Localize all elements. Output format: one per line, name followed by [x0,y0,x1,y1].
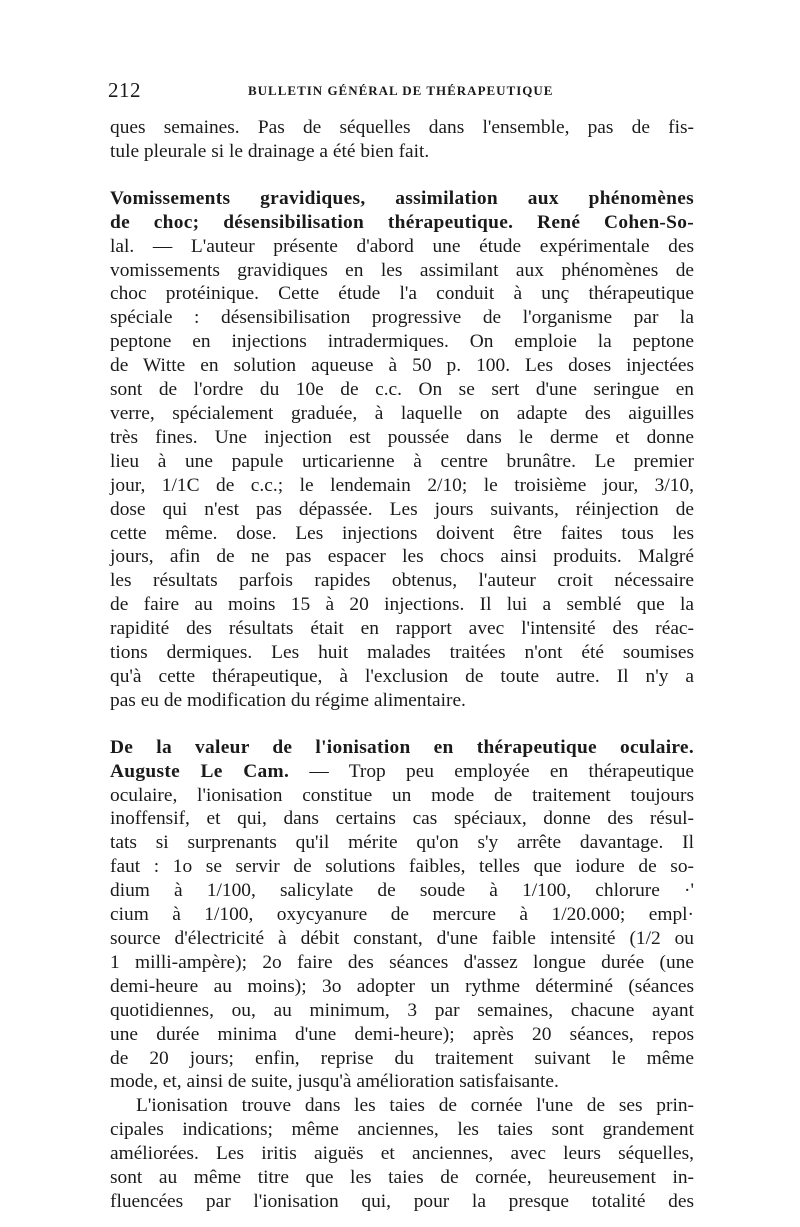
text-line: cium à 1/100, oxycyanure de mercure à 1/20.000; empl· [110,904,694,926]
text-line: sont de l'ordre du 10e de c.c. On se sert d'une seringue en [110,379,694,401]
text-line: tule pleurale si le drainage a été bien fait. [110,140,430,162]
text-line: quotidiennes, ou, au minimum, 3 par semaines, chacune ayant [110,999,694,1021]
running-title: BULLETIN GÉNÉRAL DE THÉRAPEUTIQUE [248,83,554,98]
text-line [110,760,694,784]
text-line: jours, afin de ne pas espacer les chocs ainsi produits. Malgré [110,546,694,568]
continued-paragraph [110,116,694,164]
text-line: sont au même titre que les taies de cornée, heureusement in- [110,1167,694,1189]
page-number: 212 [108,78,141,102]
text-line: lieu à une papule urticarienne à centre brunâtre. Le premier [110,450,694,472]
text-line: choc protéinique. Cette étude l'a conduit à unç thérapeutique [110,283,694,305]
text-line: cipales indications; même anciennes, les taies sont grandement [110,1119,694,1141]
abstract-ionisation [110,736,694,1214]
text-line: tats si surprenants qu'il mérite qu'on s'y arrête davantage. Il [110,832,694,854]
text-line: une durée minima d'une demi-heure); après 20 séances, repos [110,1023,694,1045]
text-line: vomissements gravidiques en les assimilant aux phénomènes de [110,259,694,281]
text-line: lal. — L'auteur présente d'abord une étude expérimentale des [110,235,694,257]
text-line: peptone en injections intradermiques. On emploie la peptone [110,331,694,353]
text-line: pas eu de modification du régime alimentaire. [110,689,466,711]
abstract-vomissements [110,187,694,713]
text-line: dium à 1/100, salicylate de soude à 1/100, chlorure ·' [110,880,694,902]
page-header [108,78,693,104]
text-line: cette même. dose. Les injections doivent être faites tous les [110,522,694,544]
text-line: rapidité des résultats était en rapport avec l'intensité des réac- [110,618,694,640]
text-line: jour, 1/1C de c.c.; le lendemain 2/10; le troisième jour, 3/10, [110,474,694,496]
text-line: les résultats parfois rapides obtenus, l'auteur croit nécessaire [110,570,694,592]
text-line: de Witte en solution aqueuse à 50 p. 100. Les doses injectées [110,355,694,377]
text-line: améliorées. Les iritis aiguës et anciennes, avec leurs séquelles, [110,1143,694,1165]
text-line: oculaire, l'ionisation constitue un mode de traitement toujours [110,784,694,806]
abstract-title-line: Vomissements gravidiques, assimilation aux phénomènes [110,187,694,209]
text-line: faut : 1o se servir de solutions faibles, telles que iodure de so- [110,856,694,878]
text-line: qu'à cette thérapeutique, à l'exclusion de toute autre. Il n'y a [110,665,694,687]
page-body [110,116,694,1214]
text-line: source d'électricité à débit constant, d'une faible intensité (1/2 ou [110,928,694,949]
text-line: très fines. Une injection est poussée dans le derme et donne [110,426,694,448]
abstract-author: Auguste Le Cam. [110,760,290,782]
abstract-title-line: De la valeur de l'ionisation en thérapeutique oculaire. [110,736,694,758]
text-line: de 20 jours; enfin, reprise du traitement suivant le même [110,1047,694,1069]
text-line: de faire au moins 15 à 20 injections. Il lui a semblé que la [110,594,694,616]
text-line: mode, et, ainsi de suite, jusqu'à amélioration satisfaisante. [110,1071,559,1093]
text-line: 1 milli-ampère); 2o faire des séances d'assez longue durée (une [110,951,694,973]
text-line: inoffensif, et qui, dans certains cas spéciaux, donne des résul- [110,808,694,830]
text-line: dose qui n'est pas dépassée. Les jours suivants, réinjection de [110,498,694,520]
abstract-title-line: de choc; désensibilisation thérapeutique. René Cohen-So- [110,211,694,233]
text-line: L'ionisation trouve dans les taies de cornée l'une de ses prin- [136,1095,694,1117]
text-line: spéciale : désensibilisation progressive de l'organisme par la [110,307,694,329]
text-fragment: — Trop peu employée en thérapeutique [289,760,694,782]
text-line: tions dermiques. Les huit malades traitées n'ont été soumises [110,642,694,664]
text-line: demi-heure au moins); 3o adopter un rythme déterminé (séances [110,975,694,997]
text-line: ques semaines. Pas de séquelles dans l'ensemble, pas de fis- [110,117,694,138]
text-line: verre, spécialement graduée, à laquelle on adapte des aiguilles [110,402,694,424]
text-line: fluencées par l'ionisation qui, pour la presque totalité des [110,1190,694,1212]
